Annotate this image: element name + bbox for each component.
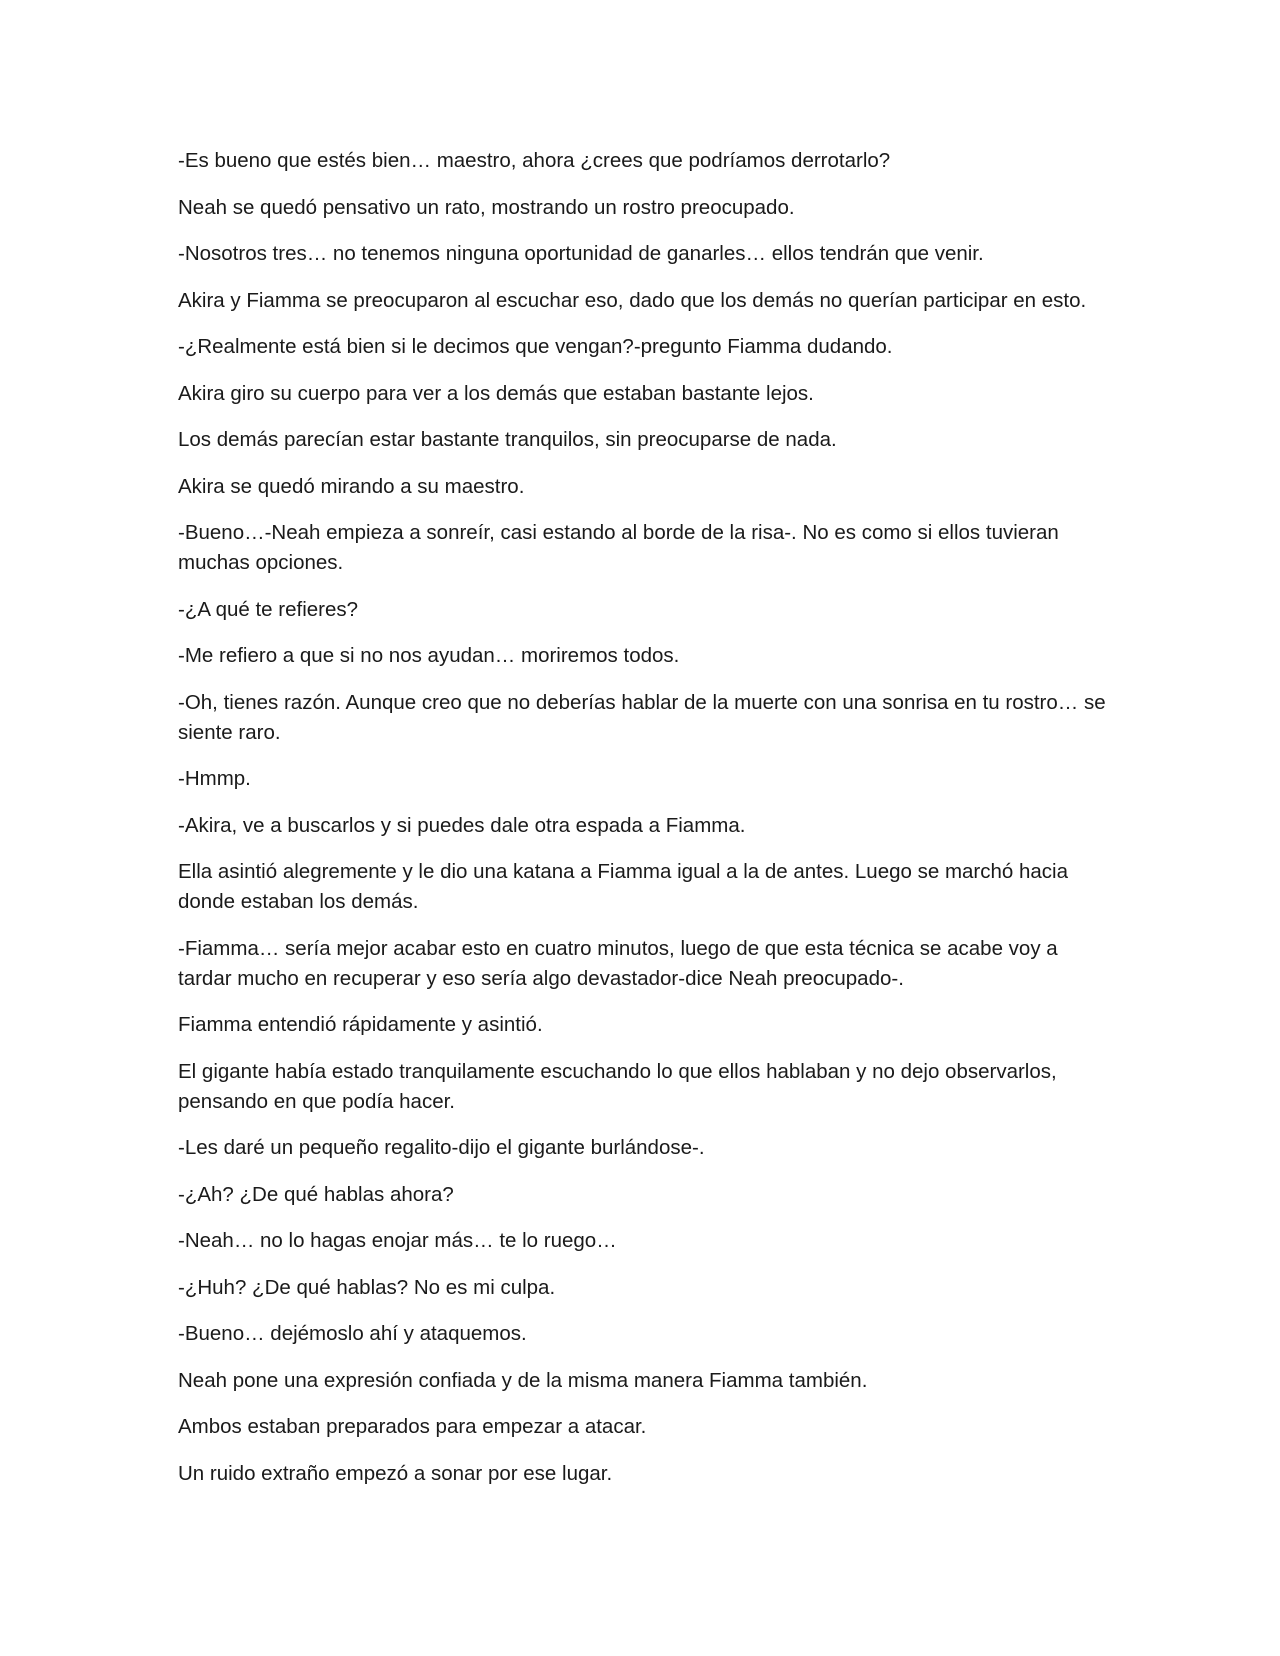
paragraph: -Nosotros tres… no tenemos ninguna oportunidad de ganarles… ellos tendrán que venir.	[178, 242, 984, 265]
paragraph: -Les daré un pequeño regalito-dijo el gigante burlándose-.	[178, 1136, 705, 1159]
paragraph: -Neah… no lo hagas enojar más… te lo ruego…	[178, 1229, 617, 1252]
document-body	[178, 146, 1113, 1505]
paragraph: Ella asintió alegremente y le dio una katana a Fiamma igual a la de antes. Luego se marchó hacia donde estaban los demás.	[178, 860, 1069, 913]
paragraph: -¿Realmente está bien si le decimos que vengan?-pregunto Fiamma dudando.	[178, 335, 893, 358]
paragraph: -Me refiero a que si no nos ayudan… moriremos todos.	[178, 644, 680, 667]
paragraph: -¿Huh? ¿De qué hablas? No es mi culpa.	[178, 1275, 556, 1299]
paragraph: Neah pone una expresión confiada y de la misma manera Fiamma también.	[178, 1368, 868, 1392]
paragraph: Akira se quedó mirando a su maestro.	[178, 474, 525, 498]
paragraph: Los demás parecían estar bastante tranquilos, sin preocuparse de nada.	[178, 428, 837, 451]
paragraph: Ambos estaban preparados para empezar a atacar.	[178, 1415, 647, 1438]
paragraph: -Akira, ve a buscarlos y si puedes dale otra espada a Fiamma.	[178, 813, 746, 837]
paragraph: Un ruido extraño empezó a sonar por ese lugar.	[178, 1461, 613, 1485]
paragraph: -¿Ah? ¿De qué hablas ahora?	[178, 1182, 454, 1206]
paragraph: Neah se quedó pensativo un rato, mostrando un rostro preocupado.	[178, 195, 795, 219]
paragraph: -Bueno…-Neah empieza a sonreír, casi estando al borde de la risa-. No es como si ellos tuvieran muchas opciones.	[178, 521, 1059, 574]
paragraph: -¿A qué te refieres?	[178, 597, 359, 621]
paragraph: Akira y Fiamma se preocuparon al escuchar eso, dado que los demás no querían participar en esto.	[178, 288, 1087, 312]
paragraph: -Oh, tienes razón. Aunque creo que no deberías hablar de la muerte con una sonrisa en tu rostro… se siente raro.	[178, 690, 1106, 744]
paragraph: El gigante había estado tranquilamente escuchando lo que ellos hablaban y no dejo observarlos, pensando en que podía hacer.	[178, 1059, 1057, 1113]
paragraph: -Bueno… dejémoslo ahí y ataquemos.	[178, 1322, 527, 1345]
paragraph: -Es bueno que estés bien… maestro, ahora ¿crees que podríamos derrotarlo?	[178, 149, 891, 172]
paragraph: Akira giro su cuerpo para ver a los demás que estaban bastante lejos.	[178, 381, 814, 405]
paragraph: -Hmmp.	[178, 767, 251, 790]
paragraph: Fiamma entendió rápidamente y asintió.	[178, 1013, 543, 1036]
paragraph: -Fiamma… sería mejor acabar esto en cuatro minutos, luego de que esta técnica se acabe voy a tardar mucho en recuperar y eso sería algo devastador-dice Neah preocupado-.	[178, 936, 1058, 990]
